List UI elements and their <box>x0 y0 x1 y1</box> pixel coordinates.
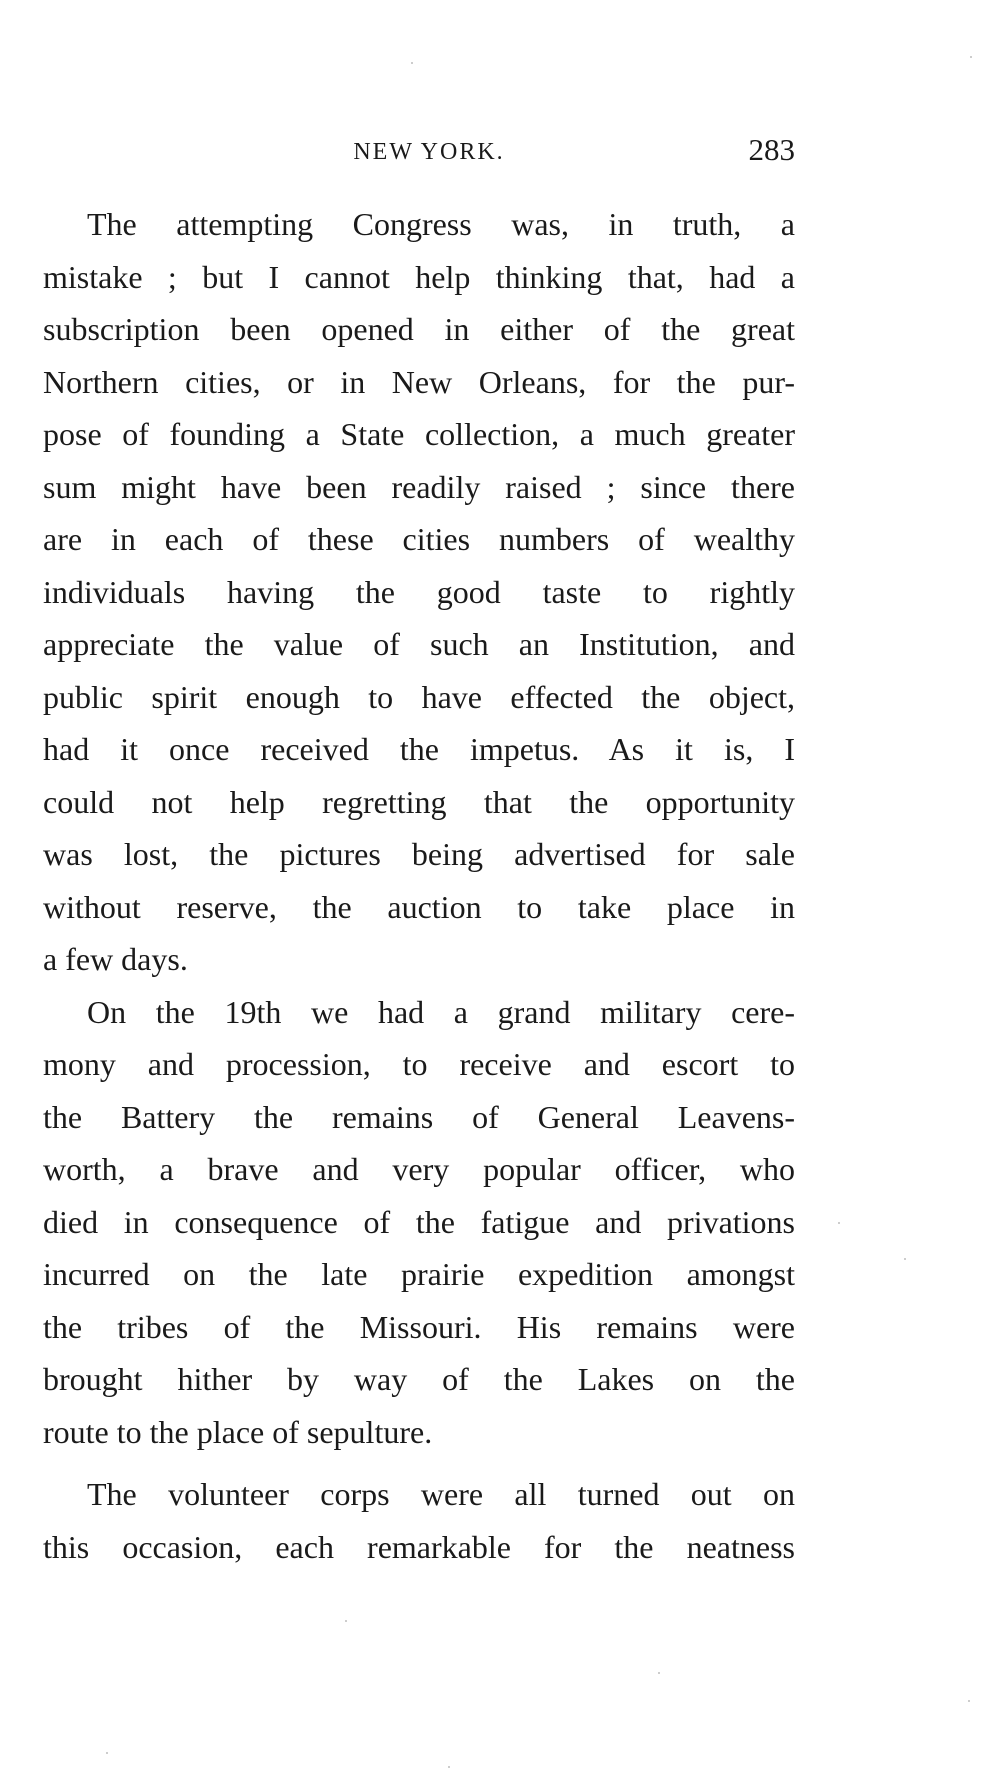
text-line: brought hither by way of the Lakes on the <box>43 1361 795 1397</box>
text-line: individuals having the good taste to rightly <box>43 573 795 610</box>
text-line: Northern cities, or in New Orleans, for the pur- <box>43 363 795 400</box>
text-line: a few days. <box>43 941 188 977</box>
running-title: NEW YORK. <box>353 139 505 165</box>
paper-speck <box>658 1672 660 1674</box>
paper-speck <box>411 62 413 64</box>
text-line: public spirit enough to have effected the object, <box>43 678 795 715</box>
paper-speck <box>904 1258 906 1260</box>
text-line: mistake ; but I cannot help thinking that, had a <box>43 258 795 295</box>
running-head <box>43 132 795 172</box>
text-line: incurred on the late prairie expedition amongst <box>43 1256 795 1292</box>
text-line: mony and procession, to receive and escort to <box>43 1046 795 1082</box>
paper-speck <box>838 1222 840 1224</box>
text-line: The volunteer corps were all turned out on <box>87 1476 795 1512</box>
paper-speck <box>970 56 972 58</box>
paragraph <box>43 1468 795 1573</box>
page-number: 283 <box>748 132 795 167</box>
text-line: the Battery the remains of General Leavens- <box>43 1098 795 1135</box>
text-line: could not help regretting that the opportunity <box>43 783 795 820</box>
text-line: had it once received the impetus. As it is, I <box>43 731 795 767</box>
paper-speck <box>448 1766 450 1768</box>
paper-speck <box>345 1620 347 1622</box>
text-line: worth, a brave and very popular officer, who <box>43 1151 795 1187</box>
text-line: sum might have been readily raised ; since there <box>43 468 795 505</box>
text-line: was lost, the pictures being advertised for sale <box>43 836 795 872</box>
paragraph <box>43 198 795 986</box>
text-line: pose of founding a State collection, a much greater <box>43 416 795 452</box>
paragraph <box>43 986 795 1459</box>
text-line: subscription been opened in either of the great <box>43 311 795 347</box>
text-line: route to the place of sepulture. <box>43 1413 433 1450</box>
text-line: appreciate the value of such an Institution, and <box>43 626 795 662</box>
text-line: without reserve, the auction to take place in <box>43 888 795 925</box>
text-line: the tribes of the Missouri. His remains were <box>43 1308 795 1345</box>
paper-speck <box>968 1700 970 1702</box>
paper-speck <box>106 1752 108 1754</box>
body-text <box>43 198 795 1573</box>
text-line: The attempting Congress was, in truth, a <box>87 206 795 242</box>
text-line: this occasion, each remarkable for the neatness <box>43 1528 795 1565</box>
text-line: died in consequence of the fatigue and privations <box>43 1203 795 1240</box>
text-line: On the 19th we had a grand military cere- <box>87 993 795 1030</box>
text-line: are in each of these cities numbers of wealthy <box>43 521 795 557</box>
paragraph-gap <box>43 1458 795 1468</box>
